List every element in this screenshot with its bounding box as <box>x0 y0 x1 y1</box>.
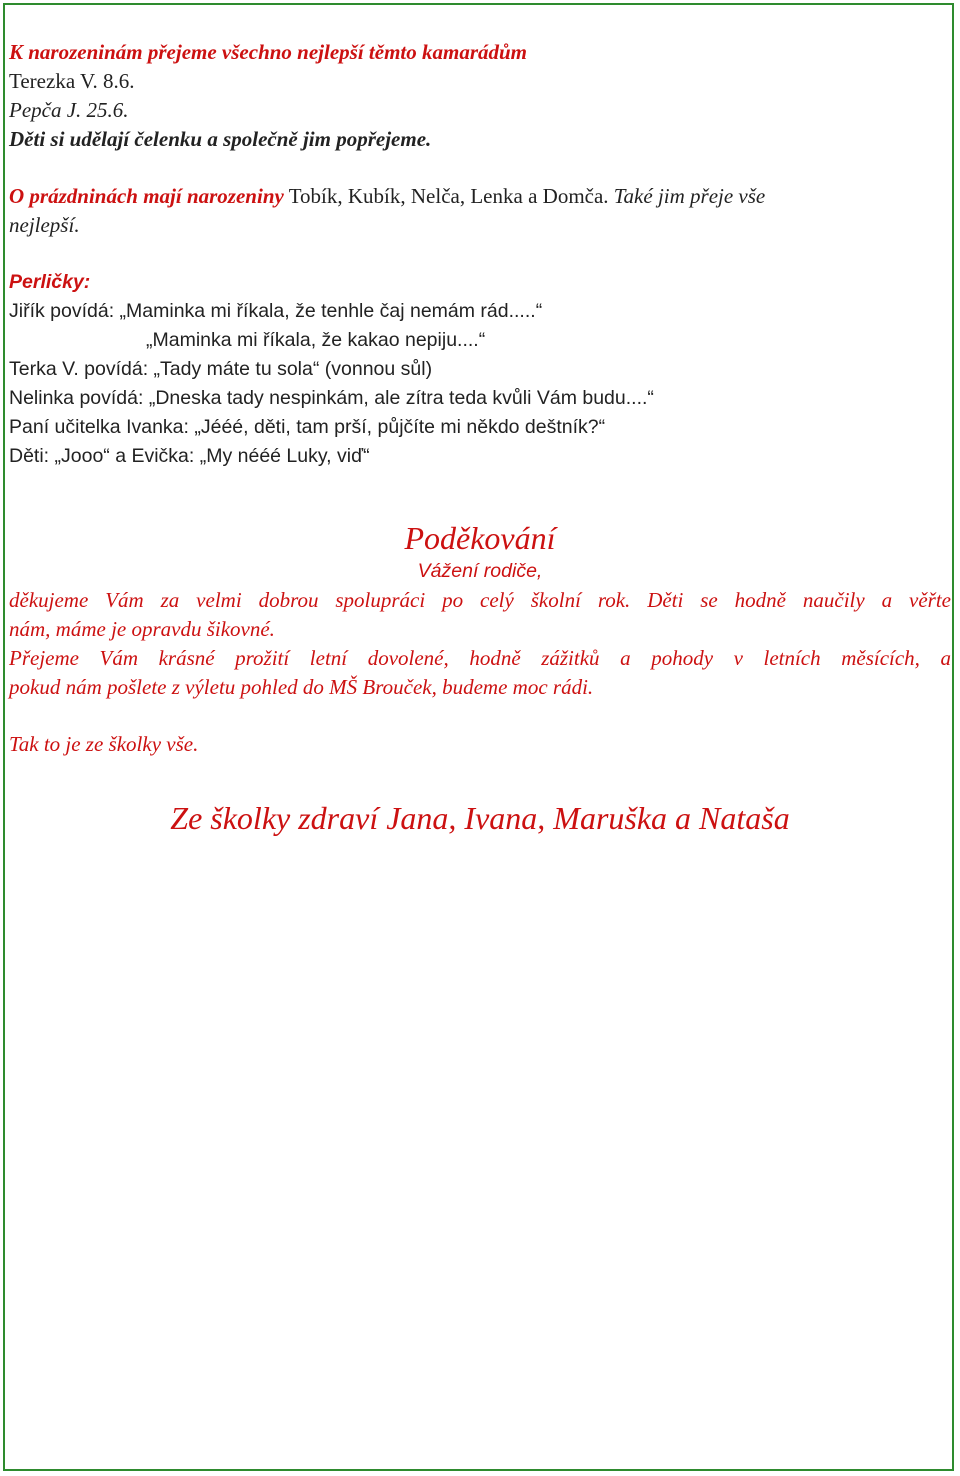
spacer <box>9 154 951 182</box>
spacer <box>9 702 951 730</box>
holiday-names: Tobík, Kubík, Nelča, Lenka a Domča. <box>283 184 609 208</box>
signature: Ze školky zdraví Jana, Ivana, Maruška a Nataša <box>170 800 790 836</box>
quote-line: Děti: „Jooo“ a Evička: „My nééé Luky, viď“ <box>9 445 370 467</box>
birthday-entry: Terezka V. 8.6. <box>9 69 135 93</box>
newsletter-content <box>9 38 951 838</box>
quote-line: Nelinka povídá: „Dneska tady nespinkám, ale zítra teda kvůli Vám budu....“ <box>9 387 654 409</box>
thanks-line: pokud nám pošlete z výletu pohled do MŠ Brouček, budeme moc rádi. <box>9 675 594 699</box>
quote-line: Paní učitelka Ivanka: „Jééé, děti, tam prší, půjčíte mi někdo deštník?“ <box>9 416 606 438</box>
holiday-birthdays <box>9 182 951 211</box>
thanks-salutation: Vážení rodiče, <box>417 560 543 582</box>
quote-line: „Maminka mi říkala, že kakao nepiju....“ <box>146 329 486 351</box>
thanks-line: Přejeme Vám krásné prožití letní dovolené, hodně zážitků a pohody v letních měsících, a <box>9 646 951 670</box>
quote-line: Terka V. povídá: „Tady máte tu sola“ (vonnou sůl) <box>9 358 433 380</box>
thanks-title: Poděkování <box>404 520 556 556</box>
thanks-line: děkujeme Vám za velmi dobrou spolupráci po celý školní rok. Děti se hodně naučily a věřte <box>9 588 951 612</box>
thanks-closing: Tak to je ze školky vše. <box>9 732 199 756</box>
holiday-wish-end: nejlepší. <box>9 213 80 237</box>
holiday-lead: O prázdninách mají narozeniny <box>9 184 284 208</box>
holiday-wish: Také jim přeje vše <box>608 184 766 208</box>
birthday-entry: Pepča J. 25.6. <box>9 98 129 122</box>
perlicky-heading: Perličky: <box>9 271 91 293</box>
birthdays-closing: Děti si udělají čelenku a společně jim popřejeme. <box>9 127 432 151</box>
thanks-line: nám, máme je opravdu šikovné. <box>9 617 275 641</box>
birthdays-heading: K narozeninám přejeme všechno nejlepší těmto kamarádům <box>9 40 528 64</box>
quote-line: Jiřík povídá: „Maminka mi říkala, že tenhle čaj nemám rád.....“ <box>9 300 543 322</box>
spacer <box>9 240 951 268</box>
